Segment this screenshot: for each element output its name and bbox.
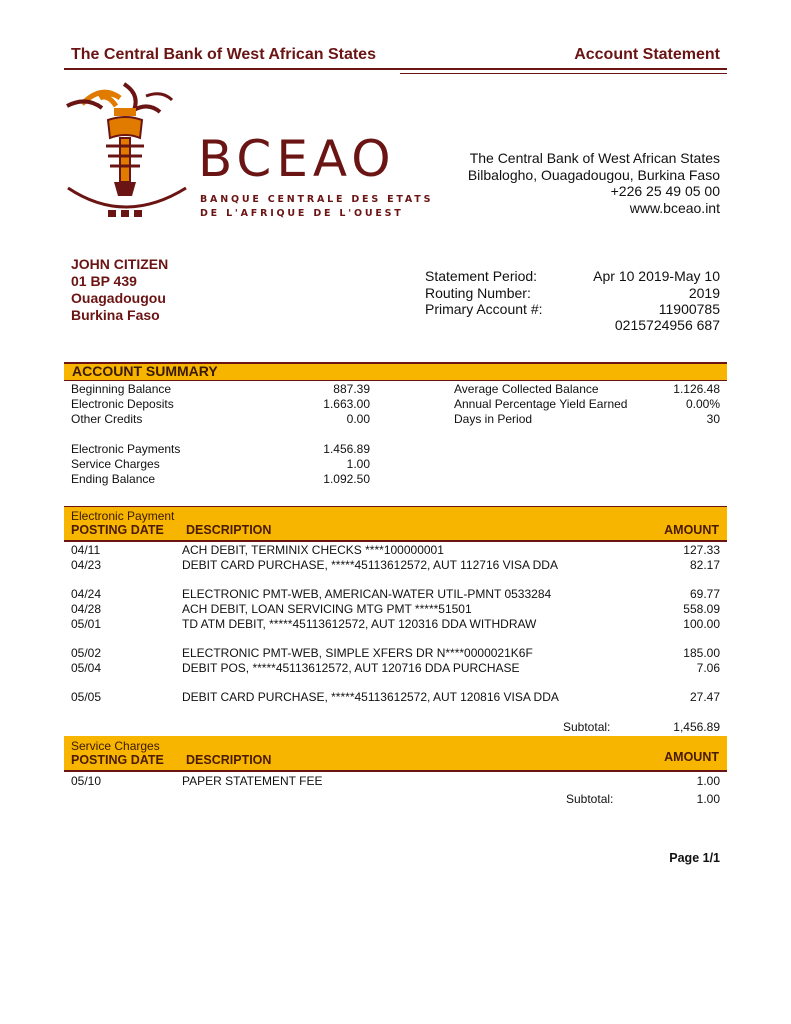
- summary-value: 1.456.89: [323, 442, 370, 456]
- summary-label: Electronic Deposits: [71, 397, 174, 411]
- payment-date: 05/04: [71, 661, 102, 675]
- bank-address-phone: +226 25 49 05 00: [610, 183, 720, 199]
- bank-address-street: Bilbalogho, Ouagadougou, Burkina Faso: [467, 166, 720, 183]
- payment-date: 05/05: [71, 690, 102, 704]
- bceao-emblem-icon: [62, 76, 192, 222]
- summary-label: Ending Balance: [71, 472, 156, 486]
- summary-label: Service Charges: [71, 457, 160, 471]
- payment-subtotal-label: Subtotal:: [563, 720, 611, 734]
- brand-subtitle-line1: BANQUE CENTRALE DES ETATS: [200, 194, 434, 205]
- summary-value: 1.092.50: [323, 472, 370, 486]
- header-rule: [64, 68, 727, 70]
- summary-label: Average Collected Balance: [454, 382, 599, 396]
- bank-address-web: www.bceao.int: [629, 199, 720, 216]
- service-charges-header: [64, 736, 727, 772]
- account-summary-header: [64, 362, 727, 381]
- payment-date: 05/02: [71, 646, 102, 660]
- payment-amount: 185.00: [683, 646, 720, 660]
- payment-amount: 100.00: [683, 617, 720, 631]
- summary-value: 30: [706, 412, 720, 426]
- payment-date: 04/11: [71, 543, 101, 557]
- charge-description: PAPER STATEMENT FEE: [182, 774, 323, 788]
- payment-amount: 7.06: [696, 661, 720, 675]
- header-rule-thin: [400, 73, 727, 74]
- payment-date: 04/23: [71, 558, 102, 572]
- brand-wordmark: BCEAO: [198, 130, 396, 188]
- summary-label: Days in Period: [454, 412, 533, 426]
- payment-date: 04/24: [71, 587, 102, 601]
- summary-label: Electronic Payments: [71, 442, 181, 456]
- document-title: Account Statement: [574, 46, 720, 63]
- col-posting-date: POSTING DATE: [71, 523, 164, 537]
- payment-description: ACH DEBIT, LOAN SERVICING MTG PMT *****51501: [182, 602, 472, 616]
- payment-date: 04/28: [71, 602, 102, 616]
- summary-value: 0.00%: [685, 397, 720, 411]
- payment-description: DEBIT CARD PURCHASE, *****45113612572, AUT 120816 VISA DDA: [182, 690, 559, 704]
- charge-amount: 1.00: [696, 774, 720, 788]
- primary-account-label: Primary Account #:: [425, 301, 543, 317]
- payment-subtotal-value: 1,456.89: [673, 720, 720, 734]
- payment-amount: 558.09: [683, 602, 720, 616]
- page-number: Page 1/1: [669, 851, 720, 865]
- routing-number-value: 2019: [688, 285, 720, 301]
- customer-country: Burkina Faso: [71, 307, 160, 323]
- payment-description: ELECTRONIC PMT-WEB, AMERICAN-WATER UTIL-PMNT 0533284: [182, 587, 552, 601]
- brand-subtitle-line2: DE L'AFRIQUE DE L'OUEST: [200, 208, 404, 219]
- col-description: DESCRIPTION: [186, 753, 272, 767]
- routing-number-label: Routing Number:: [425, 285, 531, 301]
- payment-amount: 127.33: [683, 543, 720, 557]
- payment-description: ELECTRONIC PMT-WEB, SIMPLE XFERS DR N****0000021K6F: [182, 646, 533, 660]
- summary-value: 1.663.00: [323, 397, 370, 411]
- payment-amount: 27.47: [689, 690, 720, 704]
- payment-date: 05/01: [71, 617, 102, 631]
- customer-address: [71, 256, 168, 324]
- statement-period-label: Statement Period:: [425, 268, 538, 284]
- payment-amount: 82.17: [689, 558, 720, 572]
- col-amount: AMOUNT: [664, 523, 719, 537]
- customer-city: Ouagadougou: [71, 290, 166, 306]
- primary-account-value: 11900785: [658, 301, 720, 317]
- summary-value: 887.39: [333, 382, 370, 396]
- bank-name-header: The Central Bank of West African States: [71, 46, 376, 63]
- col-amount: AMOUNT: [664, 750, 719, 764]
- summary-value: 1.00: [346, 457, 370, 471]
- payment-amount: 69.77: [689, 587, 720, 601]
- summary-value: 1.126.48: [673, 382, 720, 396]
- payment-description: TD ATM DEBIT, *****45113612572, AUT 120316 DDA WITHDRAW: [182, 617, 537, 631]
- customer-name: JOHN CITIZEN: [71, 256, 169, 272]
- summary-label: Annual Percentage Yield Earned: [454, 397, 628, 411]
- customer-box: 01 BP 439: [71, 273, 137, 289]
- col-posting-date: POSTING DATE: [71, 753, 164, 767]
- service-charges-title: Service Charges: [71, 739, 160, 753]
- electronic-payment-title: Electronic Payment: [71, 509, 175, 523]
- summary-label: Other Credits: [71, 412, 143, 426]
- bank-address-name: The Central Bank of West African States: [469, 150, 720, 166]
- col-description: DESCRIPTION: [186, 523, 272, 537]
- statement-period-value: Apr 10 2019-May 10: [593, 268, 720, 284]
- charges-subtotal-value: 1.00: [696, 792, 720, 806]
- payment-description: DEBIT CARD PURCHASE, *****45113612572, AUT 112716 VISA DDA: [182, 558, 558, 572]
- electronic-payment-header: [64, 506, 727, 542]
- summary-value: 0.00: [346, 412, 370, 426]
- payment-description: DEBIT POS, *****45113612572, AUT 120716 DDA PURCHASE: [182, 661, 520, 675]
- summary-label: Beginning Balance: [71, 382, 172, 396]
- account-summary-title: ACCOUNT SUMMARY: [72, 363, 218, 379]
- charges-subtotal-label: Subtotal:: [566, 792, 614, 806]
- primary-account-extra: 0215724956 687: [614, 317, 720, 333]
- charge-date: 05/10: [71, 774, 102, 788]
- bank-address: [468, 150, 720, 216]
- payment-description: ACH DEBIT, TERMINIX CHECKS ****100000001: [182, 543, 444, 557]
